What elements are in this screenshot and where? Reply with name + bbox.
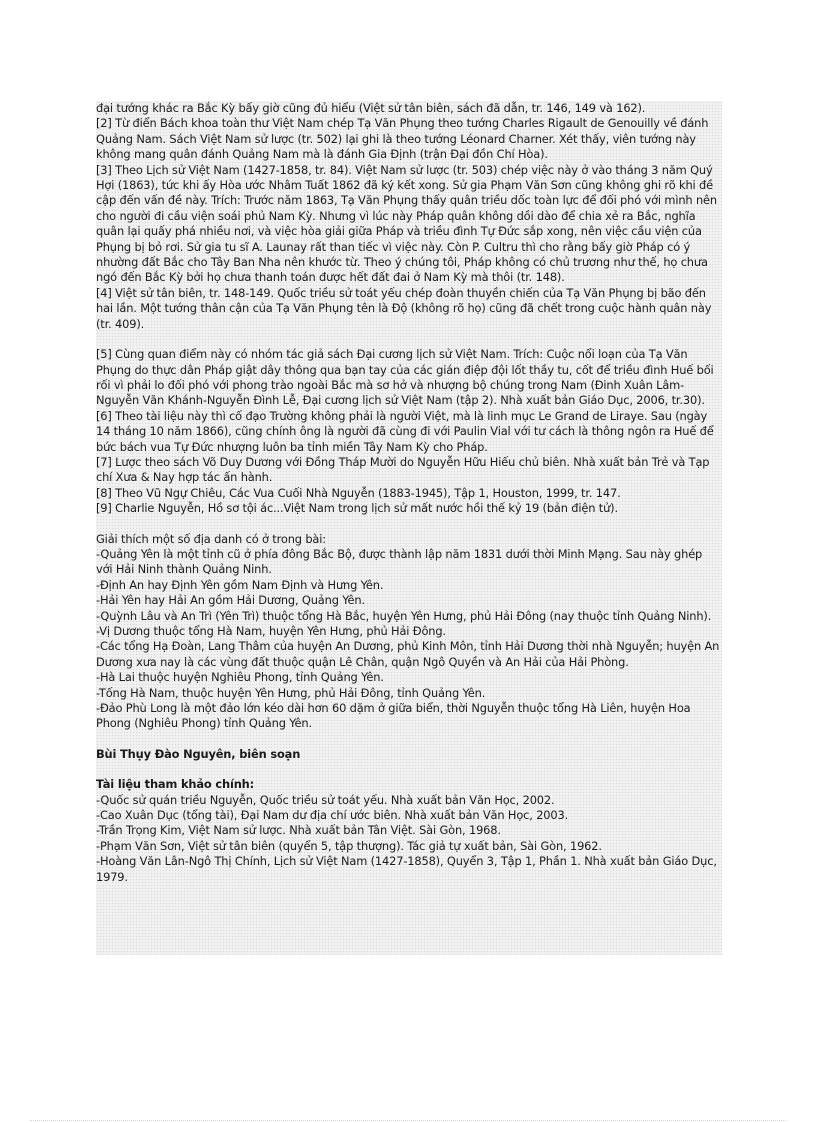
reference-item: -Cao Xuân Dục (tổng tài), Đại Nam dư địa chí ước biên. Nhà xuất bản Văn Học, 2003. <box>96 808 569 823</box>
footnotes-section-1 <box>96 101 722 332</box>
place-name-item: -Tống Hà Nam, thuộc huyện Yên Hưng, phủ Hải Đông, tỉnh Quảng Yên. <box>96 685 486 700</box>
spacer <box>96 762 722 777</box>
footnote-8: [8] Theo Vũ Ngự Chiêu, Các Vua Cuối Nhà Nguyễn (1883-1945), Tập 1, Houston, 1999, tr. 147. <box>96 485 621 500</box>
references-heading: Tài liệu tham khảo chính: <box>96 777 255 792</box>
page-bottom-divider <box>30 1120 786 1121</box>
references-section <box>96 777 722 885</box>
footnote-1-tail: đại tướng khác ra Bắc Kỳ bấy giờ cũng đủ hiểu (Việt sử tân biên, sách đã dẫn, tr. 146, 149 và 162). <box>96 101 646 115</box>
reference-item: -Quốc sử quán triều Nguyễn, Quốc triều sử toát yếu. Nhà xuất bản Văn Học, 2002. <box>96 792 555 807</box>
footnotes-section-2 <box>96 347 722 516</box>
footnote-9: [9] Charlie Nguyễn, Hồ sơ tội ác...Việt Nam trong lịch sử mất nước hồi thế kỷ 19 (bản điện tử). <box>96 501 618 516</box>
footnote-4: [4] Việt sử tân biên, tr. 148-149. Quốc triều sử toát yếu chép đoàn thuyền chiến của Tạ Văn Phụng bị bão đến hai lần. Một tướng thân cận của Tạ Văn Phụng tên là Độ (không rõ họ) cũng đã chết trong cuộc hành quân này (tr. 409). <box>96 285 712 331</box>
place-name-item: -Đảo Phù Long là một đảo lớn kéo dài hơn 60 dặm ở giữa biển, thời Nguyễn thuộc tổng Hà Liên, huyện Hoa Phong (Nghiêu Phong) tỉnh Quảng Yên. <box>96 701 691 731</box>
author-credit: Bùi Thụy Đào Nguyên, biên soạn <box>96 746 301 761</box>
reference-item: -Hoàng Văn Lân-Ngô Thị Chính, Lịch sử Việt Nam (1427-1858), Quyển 3, Tập 1, Phần 1. Nhà xuất bản Giáo Dục, 1979. <box>96 854 717 884</box>
place-name-item: -Vị Dương thuộc tổng Hà Nam, huyện Yên Hưng, phủ Hải Đông. <box>96 624 446 638</box>
spacer <box>96 732 722 747</box>
footnote-5: [5] Cùng quan điểm này có nhóm tác giả sách Đại cương lịch sử Việt Nam. Trích: Cuộc nổi loạn của Tạ Văn Phụng do thực dân Pháp giật dây thông qua bạn tay của các gián điệp đội lốt thầy tu, cốt để triều đình Huế bối rối vì phải lo đối phó với phong trào ngoài Bắc mà sơ hở và nhượng bộ chúng trong Nam (Đinh Xuân Lâm-Nguyễn Văn Khánh-Nguyễn Đình Lễ, Đại cương lịch sử Việt Nam (tập 2). Nhà xuất bản Giáo Dục, 2006, tr.30). <box>96 347 714 408</box>
reference-item: -Phạm Văn Sơn, Việt sử tân biên (quyển 5, tập thượng). Tác giả tự xuất bản, Sài Gòn, 1962. <box>96 838 602 853</box>
place-names-section <box>96 532 722 732</box>
footnote-6: [6] Theo tài liệu này thì cố đạo Trường không phải là người Việt, mà là linh mục Le Grand de Liraye. Sau (ngày 14 tháng 10 năm 1866), cũng chính ông là người đã cùng đi với Paulin Vial với tư cách là thông ngôn ra Huế để bức bách vua Tự Đức nhượng luôn ba tỉnh miền Tây Nam Kỳ cho Pháp. <box>96 408 714 454</box>
document-page <box>96 101 722 955</box>
place-names-intro: Giải thích một số địa danh có ở trong bài: <box>96 531 326 546</box>
place-name-item: -Định An hay Định Yên gồm Nam Định và Hưng Yên. <box>96 577 384 592</box>
place-name-item: -Hà Lai thuộc huyện Nghiêu Phong, tỉnh Quảng Yên. <box>96 670 384 685</box>
place-name-item: -Các tổng Hạ Đoàn, Lang Thâm của huyện An Dương, phủ Kinh Môn, tỉnh Hải Dương thời nhà Nguyễn; huyện An Dương xưa nay là các vùng đất thuộc quận Lê Chân, quận Ngô Quyền và An Hải của Hải Phòng. <box>96 639 720 669</box>
place-name-item: -Quỳnh Lâu và An Trì (Yên Trì) thuộc tổng Hà Bắc, huyện Yên Hưng, phủ Hải Đông (nay thuộc tỉnh Quảng Ninh). <box>96 608 712 623</box>
footnote-2: [2] Từ điển Bách khoa toàn thư Việt Nam chép Tạ Văn Phụng theo tướng Charles Rigault de Genouilly về đánh Quảng Nam. Sách Việt Nam sử lược (tr. 502) lại ghi là theo tướng Léonard Charner. Xét thấy, viên tướng này không mang quân đánh Quảng Nam mà là đánh Gia Định (trận Đại đồn Chí Hòa). <box>96 116 709 162</box>
footnote-3: [3] Theo Lịch sử Việt Nam (1427-1858, tr. 84). Việt Nam sử lược (tr. 503) chép việc này ở vào tháng 3 năm Quý Hợi (1863), tức khi ấy Hòa ước Nhâm Tuất 1862 đã ký kết xong. Sử gia Phạm Văn Sơn cũng không ghi rõ khi đề cập đến vấn đề này. Trích: Trước năm 1863, Tạ Văn Phụng thấy quân triều dốc toàn lực để đối phó với mình nên cho người đi cầu viện soái phủ Nam Kỳ. Nhưng vì lúc này Pháp quân không dồi dào để chia xẻ ra Bắc, nghĩa quân lại quấy phá nhiều nơi, và việc hòa giải giữa Pháp và triều đình Tự Đức sắp xong, nên việc cầu viện của Phụng bị bỏ rơi. Sử gia tu sĩ A. Launay rất than tiếc vì việc này. Còn P. Cultru thì cho rằng bấy giờ Pháp có ý nhường đất Bắc cho Tây Ban Nha nên khước từ. Theo ý chúng tôi, Pháp không có chủ trương như thế, họ chưa ngó đến Bắc Kỳ bởi họ chưa thanh toán được hết đất đai ở Nam Kỳ mà thôi (tr. 148). <box>96 162 717 285</box>
spacer <box>96 517 722 532</box>
place-name-item: -Hải Yên hay Hải An gồm Hải Dương, Quảng Yên. <box>96 593 365 608</box>
footnote-7: [7] Lược theo sách Võ Duy Dương với Đồng Tháp Mười do Nguyễn Hữu Hiếu chủ biên. Nhà xuất bản Trẻ và Tạp chí Xưa & Nay hợp tác ấn hành. <box>96 454 710 485</box>
reference-item: -Trần Trọng Kim, Việt Nam sử lược. Nhà xuất bản Tân Việt. Sài Gòn, 1968. <box>96 823 501 838</box>
spacer <box>96 332 722 347</box>
place-name-item: -Quảng Yên là một tỉnh cũ ở phía đông Bắc Bộ, được thành lập năm 1831 dưới thời Minh Mạng. Sau này ghép với Hải Ninh thành Quảng Ninh. <box>96 546 703 577</box>
document-body <box>96 101 722 885</box>
